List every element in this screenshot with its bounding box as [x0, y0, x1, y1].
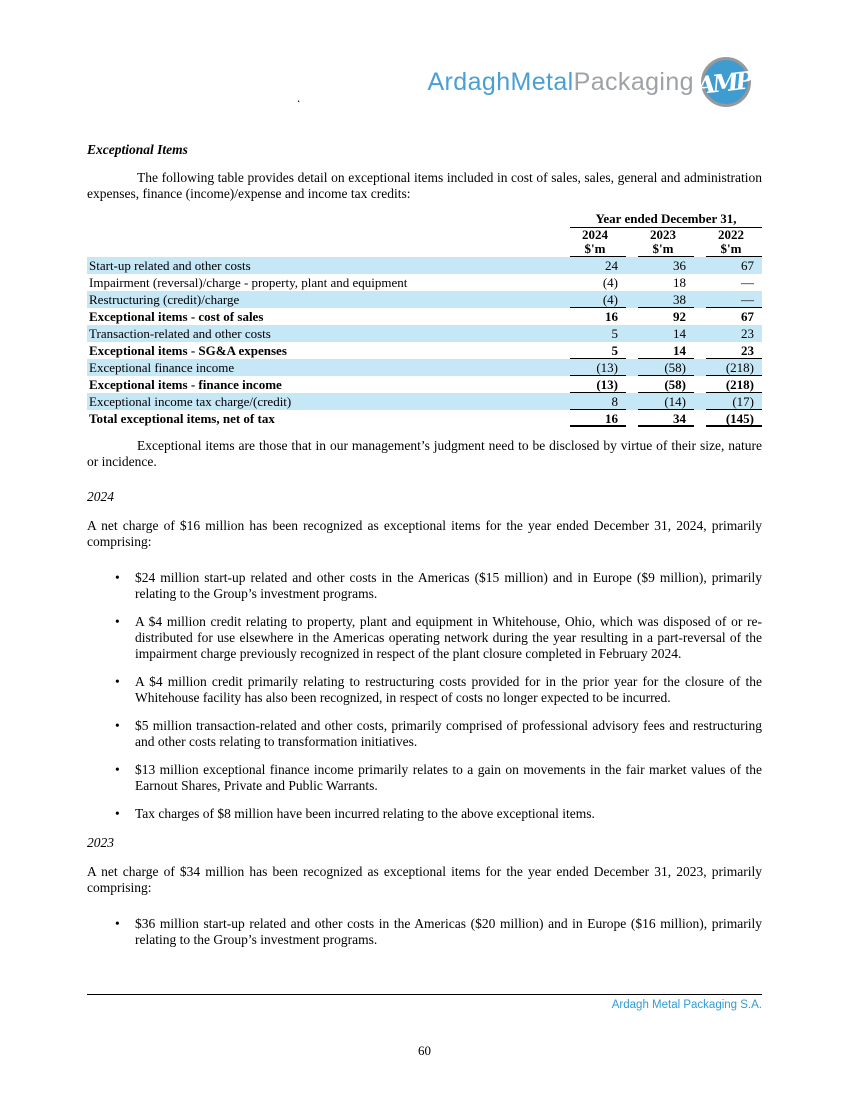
- logo-wordmark: [427, 68, 694, 97]
- row-value: 36: [673, 258, 686, 273]
- row-value: 16: [605, 309, 618, 324]
- list-item: [87, 570, 762, 602]
- row-value: 5: [570, 342, 626, 359]
- row-value: 14: [673, 326, 686, 341]
- list-item: [87, 916, 762, 948]
- bullet-text: $36 million start-up related and other costs in the Americas ($20 million) and in Europe ($16 million), primarily relating to the Group’s investment programs.: [135, 916, 762, 947]
- amp-monogram-icon: AMP: [701, 57, 751, 107]
- logo-wordmark-blue: ArdaghMetal: [427, 67, 574, 96]
- table-row: [87, 274, 762, 291]
- bullet-text: A $4 million credit primarily relating to restructuring costs provided for in the prior year for the closure of the Whitehouse facility has also been recognized, in respect of costs no longer expected to be incurred.: [135, 674, 762, 705]
- row-label: Exceptional items - cost of sales: [89, 309, 264, 324]
- table-row: [87, 291, 762, 308]
- row-label: Start-up related and other costs: [89, 258, 251, 273]
- list-item: [87, 674, 762, 706]
- row-value: 23: [741, 326, 754, 341]
- year-2023-bullet-list: [87, 916, 762, 948]
- row-label: Exceptional items - SG&A expenses: [89, 343, 287, 358]
- exceptional-items-table: [87, 212, 762, 427]
- list-item: [87, 762, 762, 794]
- section-title: Exceptional Items: [87, 142, 188, 157]
- row-value: 16: [570, 410, 626, 427]
- row-value: 92: [673, 309, 686, 324]
- stray-period-mark: .: [297, 90, 301, 105]
- row-value: 14: [638, 342, 694, 359]
- row-value: 24: [605, 258, 618, 273]
- table-row: [87, 325, 762, 342]
- row-value: (14): [638, 393, 694, 410]
- row-value: (218): [706, 376, 762, 393]
- bullet-text: A $4 million credit relating to property, plant and equipment in Whitehouse, Ohio, which was disposed of or re-distributed for use elsewhere in the Americas operating network during the year resulting in a part-reversal of the impairment charge previously recognized in respect of the plant closure completed in February 2024.: [135, 614, 762, 661]
- row-value: 5: [611, 326, 618, 341]
- logo-wordmark-gray: Packaging: [573, 67, 694, 96]
- after-table-paragraph: Exceptional items are those that in our management’s judgment need to be disclosed by virtue of their size, nature or incidence.: [87, 438, 762, 469]
- year-2024-bullet-list: [87, 570, 762, 822]
- year-heading-2024: 2024: [87, 489, 114, 504]
- col-header-year: 2024: [582, 226, 608, 242]
- list-item: [87, 718, 762, 750]
- row-value: 18: [673, 275, 686, 290]
- col-header-unit: $'m: [638, 242, 694, 257]
- table-year-header-row: [87, 227, 762, 242]
- row-label: Impairment (reversal)/charge - property, plant and equipment: [89, 275, 408, 290]
- bullet-icon: •: [115, 674, 120, 689]
- bullet-icon: •: [115, 718, 120, 733]
- row-value: (218): [706, 359, 762, 376]
- bullet-icon: •: [115, 806, 120, 821]
- row-label: Restructuring (credit)/charge: [89, 292, 240, 307]
- footer-divider: [87, 994, 762, 995]
- row-value: (58): [638, 376, 694, 393]
- table-row: [87, 359, 762, 376]
- bullet-icon: •: [115, 614, 120, 629]
- year-2024-intro: A net charge of $16 million has been recognized as exceptional items for the year ended December 31, 2024, primarily comprising:: [87, 518, 762, 549]
- row-label: Transaction-related and other costs: [89, 326, 271, 341]
- row-value: 38: [638, 291, 694, 308]
- row-value: (13): [570, 359, 626, 376]
- bullet-icon: •: [115, 570, 120, 585]
- col-header-unit: $'m: [570, 242, 626, 257]
- table-subtotal-row: [87, 308, 762, 325]
- row-value: (58): [638, 359, 694, 376]
- col-header-year: 2022: [718, 226, 744, 242]
- year-2023-intro: A net charge of $34 million has been recognized as exceptional items for the year ended December 31, 2023, primarily comprising:: [87, 864, 762, 895]
- row-label: Exceptional finance income: [89, 360, 235, 375]
- bullet-text: $5 million transaction-related and other costs, primarily comprised of professional advisory fees and restructuring and other costs relating to transformation initiatives.: [135, 718, 762, 749]
- bullet-text: $24 million start-up related and other costs in the Americas ($15 million) and in Europe ($9 million), primarily relating to the Group’s investment programs.: [135, 570, 762, 601]
- table-subtotal-row: [87, 376, 762, 393]
- row-value: —: [706, 291, 762, 308]
- bullet-text: $13 million exceptional finance income primarily relates to a gain on movements in the fair market values of the Earnout Shares, Private and Public Warrants.: [135, 762, 762, 793]
- table-total-row: [87, 410, 762, 427]
- row-value: (17): [706, 393, 762, 410]
- table-row: [87, 393, 762, 410]
- row-value: (13): [570, 376, 626, 393]
- row-value: —: [741, 275, 754, 290]
- row-value: 8: [570, 393, 626, 410]
- row-value: 67: [741, 309, 754, 324]
- page-number: 60: [418, 1043, 431, 1058]
- page-content: [87, 142, 762, 960]
- company-logo: [427, 57, 751, 107]
- year-heading-2023: 2023: [87, 835, 114, 850]
- section-intro-paragraph: The following table provides detail on exceptional items included in cost of sales, sales, general and administration expenses, finance (income)/expense and income tax credits:: [87, 170, 762, 201]
- row-value: 34: [638, 410, 694, 427]
- col-header-unit: $'m: [706, 242, 762, 257]
- col-header-year: 2023: [650, 226, 676, 242]
- bullet-icon: •: [115, 762, 120, 777]
- list-item: [87, 614, 762, 662]
- row-value: 67: [741, 258, 754, 273]
- list-item: [87, 806, 762, 822]
- table-subtotal-row: [87, 342, 762, 359]
- row-value: 23: [706, 342, 762, 359]
- row-label: Exceptional income tax charge/(credit): [89, 394, 292, 409]
- table-spanner-row: [87, 212, 762, 227]
- row-value: (145): [706, 410, 762, 427]
- row-value: (4): [570, 291, 626, 308]
- table-unit-header-row: [87, 242, 762, 257]
- row-label: Exceptional items - finance income: [89, 377, 282, 392]
- row-label: Total exceptional items, net of tax: [89, 411, 275, 426]
- bullet-icon: •: [115, 916, 120, 931]
- table-spanner: Year ended December 31,: [570, 212, 762, 228]
- row-value: (4): [602, 275, 618, 290]
- bullet-text: Tax charges of $8 million have been incurred relating to the above exceptional items.: [135, 806, 595, 821]
- footer-company-name: Ardagh Metal Packaging S.A.: [611, 999, 762, 1011]
- table-row: [87, 257, 762, 274]
